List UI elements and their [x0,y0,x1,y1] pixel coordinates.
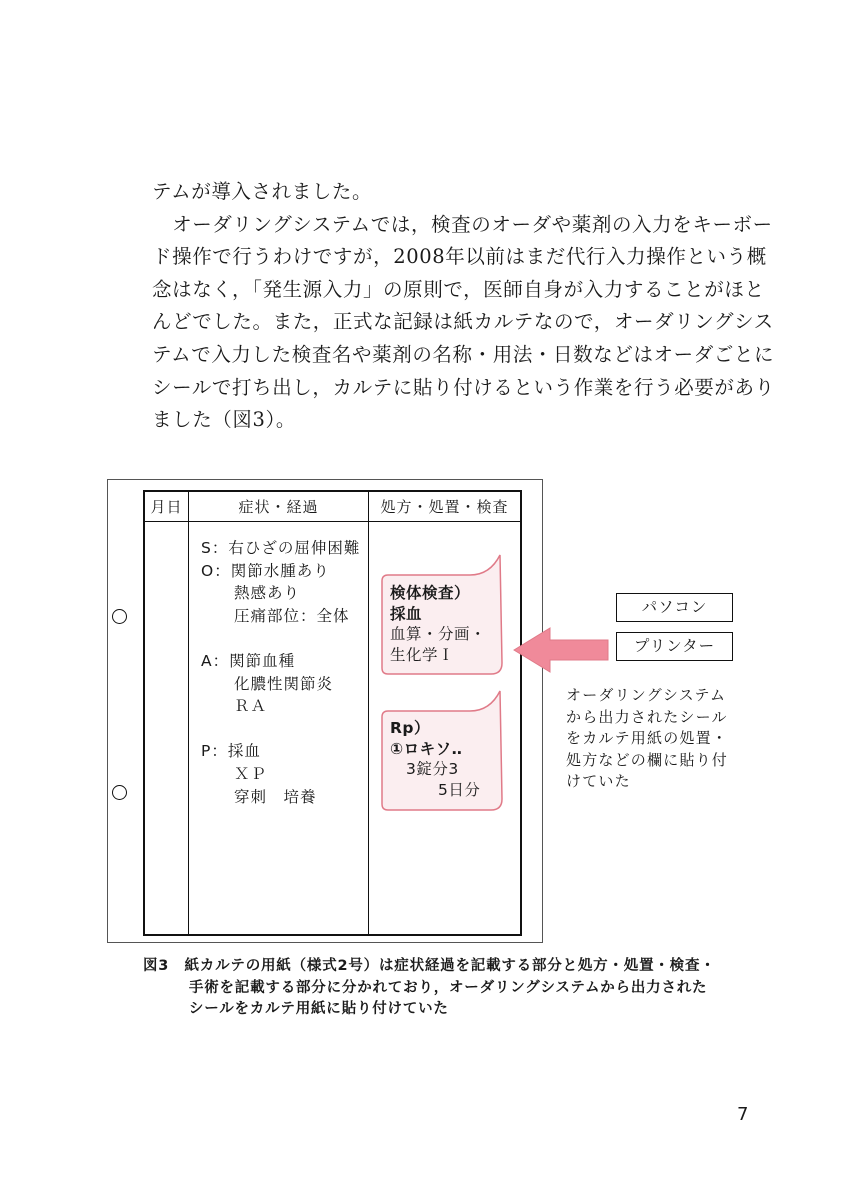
caption-line: 手術を記載する部分に分かれており，オーダリングシステムから出力された [143,979,708,996]
soap-line [201,627,360,650]
header-date: 月日 [150,498,183,516]
binder-hole [112,609,127,624]
body-line: ド操作で行うわけですが，2008年以前はまだ代行入力操作という概 [152,245,767,269]
body-line: 念はなく，「発生源入力」の原則で，医師自身が入力することがほと [152,277,765,301]
soap-line: S：右ひざの屈伸困難 [201,539,361,557]
sticker-line: ①ロキソ‥ [390,739,463,758]
column-divider-date [188,490,189,936]
sticker-line: 検体検査） [390,584,471,602]
note-line: をカルテ用紙の処置・ [566,729,729,747]
binder-hole [112,785,127,800]
body-text [152,176,775,437]
caption-line: シールをカルテ用紙に貼り付けていた [143,1001,449,1017]
sticker-line: 5日分 [390,780,481,799]
pc-label: パソコン [616,593,733,622]
soap-line [201,718,360,741]
body-line: ました（図3）。 [152,408,296,432]
caption-line: 図3 紙カルテの用紙（様式2号）は症状経過を記載する部分と処方・処置・検査・ [143,958,716,974]
soap-line: 圧痛部位：全体 [201,606,350,625]
prescription-text [390,718,480,800]
body-line: テムが導入されました。 [152,180,373,203]
header-treatment: 処方・処置・検査 [380,498,509,516]
soap-line: ＲＡ [201,697,268,716]
body-line: オーダリングシステムでは，検査のオーダや薬剤の入力をキーボー [152,212,773,236]
note-line: 処方などの欄に貼り付 [566,750,729,769]
note-line: オーダリングシステム [566,686,727,704]
sticker-line: 生化学Ｉ [390,645,455,664]
header-divider [143,521,522,522]
column-divider-treatment [368,490,369,936]
soap-notes [201,537,360,808]
note-line: けていた [566,772,631,790]
soap-line: O：関節水腫あり [201,561,330,580]
arrow-icon [512,626,612,674]
figure-caption [143,956,716,1021]
body-line: シールで打ち出し，カルテに貼り付けるという作業を行う必要があり [152,375,775,399]
note-line: から出力されたシール [566,707,728,726]
sticker-line: Rp） [390,719,431,737]
soap-line: ＸＰ [201,764,268,783]
soap-line: 化膿性関節炎 [201,674,334,693]
sticker-line: 血算・分画・ [390,625,487,643]
sticker-line: 採血 [390,604,423,623]
page-number: 7 [737,1104,749,1125]
body-line: んどでした。また，正式な記録は紙カルテなので，オーダリングシス [152,310,774,334]
soap-line: P：採血 [201,742,261,761]
soap-line: 熱感あり [201,584,301,603]
soap-line: 穿刺 培養 [201,787,317,806]
sticker-line: 3錠分3 [390,760,459,778]
header-symptoms: 症状・経過 [238,498,319,516]
printer-label: プリンター [616,632,733,661]
lab-order-text [390,583,486,665]
body-line: テムで入力した検査名や薬剤の名称・用法・日数などはオーダごとに [152,342,775,366]
figure-note [566,685,728,793]
soap-line: A：関節血種 [201,651,296,670]
